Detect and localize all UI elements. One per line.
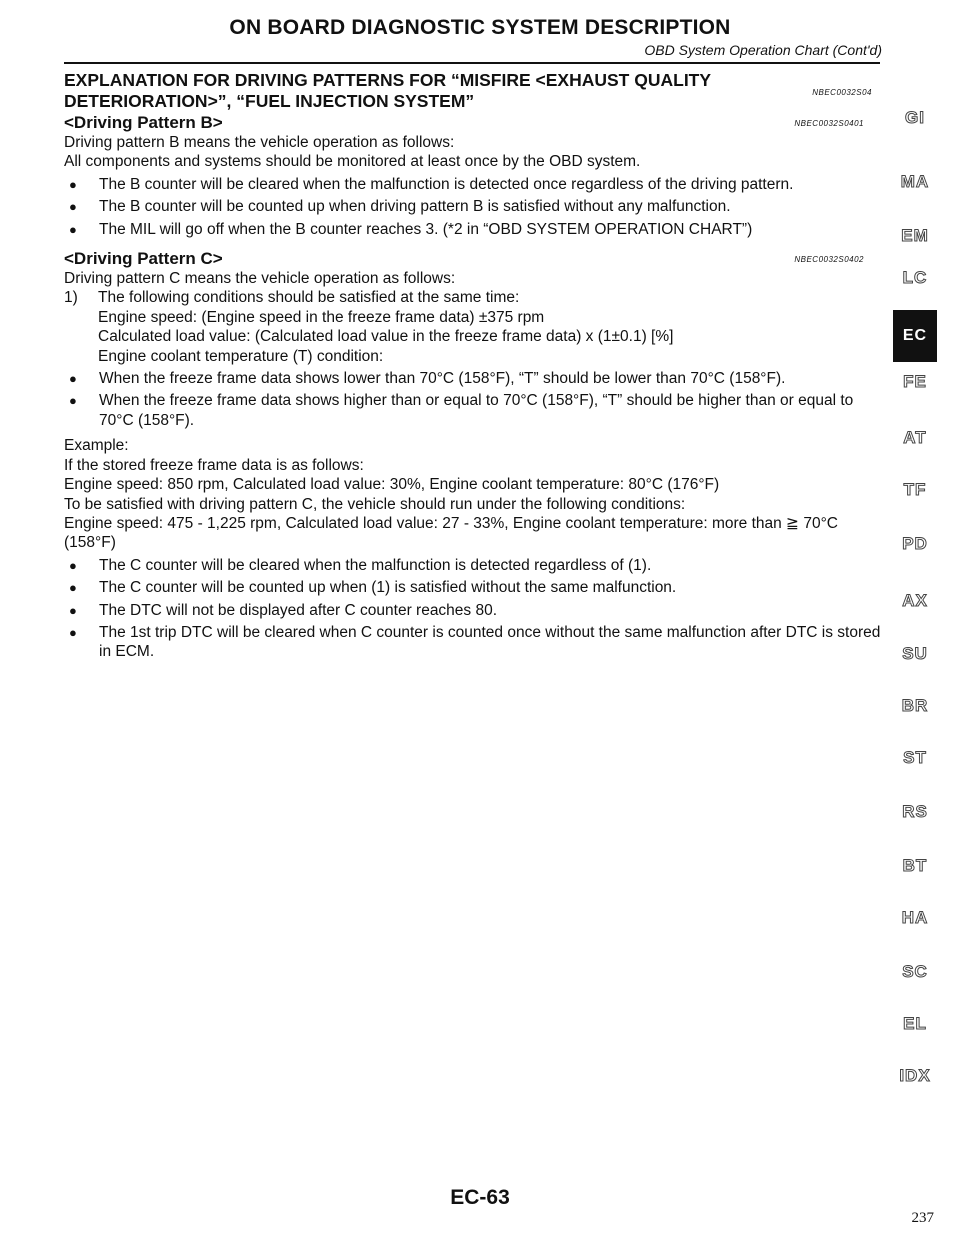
side-tab-ax[interactable]: AX: [902, 591, 928, 610]
list-item: [64, 578, 882, 597]
condition-line: The following conditions should be satisfied at the same time:: [98, 289, 520, 307]
bullet-icon: ●: [69, 602, 77, 618]
list-item: [64, 369, 882, 388]
list-item: [64, 197, 882, 216]
side-tab-bt[interactable]: BT: [902, 856, 928, 875]
list-item: [64, 556, 882, 575]
side-tab-gi[interactable]: GI: [905, 108, 925, 127]
sheet-number: 237: [911, 1210, 934, 1226]
side-tab-el[interactable]: EL: [903, 1014, 927, 1033]
pattern-b-line-2: All components and systems should be monitored at least once by the OBD system.: [64, 153, 641, 171]
list-item-text: When the freeze frame data shows higher than or equal to 70°C (158°F), “T” should be higher than or equal to 70°C (158°F).: [99, 392, 854, 429]
side-tab-ec[interactable]: EC: [893, 310, 937, 362]
section-heading-line-2: DETERIORATION>”, “FUEL INJECTION SYSTEM”: [64, 91, 475, 111]
example-line: Example:: [64, 437, 129, 455]
bullet-icon: ●: [69, 580, 77, 596]
condition-line: Engine coolant temperature (T) condition:: [98, 347, 384, 365]
list-item: [64, 623, 882, 662]
item-number: 1): [64, 289, 78, 307]
example-line: To be satisfied with driving pattern C, the vehicle should run under the following conditions:: [64, 495, 686, 513]
section-heading-row: [64, 88, 882, 112]
side-tab-fe[interactable]: FE: [903, 372, 927, 391]
bullet-icon: ●: [69, 221, 77, 237]
pattern-c-intro: Driving pattern C means the vehicle operation as follows:: [64, 270, 456, 288]
side-tab-idx[interactable]: IDX: [899, 1066, 931, 1085]
pattern-b-heading: <Driving Pattern B>: [64, 113, 223, 132]
numbered-item-body: [98, 288, 882, 366]
document-body: [64, 70, 882, 662]
page-title: ON BOARD DIAGNOSTIC SYSTEM DESCRIPTION: [229, 16, 731, 39]
page-subtitle: OBD System Operation Chart (Cont'd): [644, 42, 882, 58]
side-tab-ha[interactable]: HA: [901, 908, 929, 927]
bullet-icon: ●: [69, 557, 77, 573]
condition-line: Calculated load value: (Calculated load value in the freeze frame data) x (1±0.1) [%]: [98, 328, 674, 346]
list-item-text: The C counter will be cleared when the malfunction is detected regardless of (1).: [99, 556, 652, 574]
bullet-icon: ●: [69, 393, 77, 409]
list-item-text: The B counter will be counted up when driving pattern B is satisfied without any malfunction.: [99, 198, 731, 216]
bullet-icon: ●: [69, 176, 77, 192]
side-tab-tf[interactable]: TF: [903, 480, 927, 499]
bullet-icon: ●: [69, 371, 77, 387]
section-reference-code: NBEC0032S04: [812, 88, 872, 97]
list-item-text: The DTC will not be displayed after C counter reaches 80.: [99, 601, 498, 619]
example-line: If the stored freeze frame data is as follows:: [64, 456, 364, 474]
condition-line: Engine speed: (Engine speed in the freeze frame data) ±375 rpm: [98, 308, 545, 326]
example-line: Engine speed: 475 - 1,225 rpm, Calculated load value: 27 - 33%, Engine coolant temperature: more than ≧ 70°C (158°F): [64, 514, 838, 552]
list-item-text: The 1st trip DTC will be cleared when C counter is counted once without the same malfunction after DTC is stored in ECM.: [99, 623, 881, 661]
side-tab-ma[interactable]: MA: [900, 172, 930, 191]
list-item-text: The C counter will be counted up when (1) is satisfied without the same malfunction.: [99, 579, 677, 597]
numbered-item: [64, 288, 882, 366]
side-tab-su[interactable]: SU: [902, 644, 928, 663]
list-item-text: The B counter will be cleared when the malfunction is detected once regardless of the driving pattern.: [99, 175, 794, 193]
page-number-label: EC-63: [450, 1186, 510, 1209]
pattern-c-heading-row: [64, 248, 882, 269]
list-item-text: The MIL will go off when the B counter reaches 3. (*2 in “OBD SYSTEM OPERATION CHART”): [99, 220, 753, 238]
pattern-c-reference-code: NBEC0032S0402: [794, 255, 864, 265]
side-tab-em[interactable]: EM: [901, 226, 929, 245]
pattern-b-reference-code: NBEC0032S0401: [794, 119, 864, 128]
list-item: [64, 220, 882, 239]
side-tab-lc[interactable]: LC: [902, 268, 928, 287]
bullet-icon: ●: [69, 199, 77, 215]
side-tab-at[interactable]: AT: [903, 428, 927, 447]
pattern-c-heading: <Driving Pattern C>: [64, 249, 223, 269]
list-item: [64, 601, 882, 620]
side-tab-rs[interactable]: RS: [902, 802, 928, 821]
pattern-b-line-1: Driving pattern B means the vehicle operation as follows:: [64, 134, 455, 151]
header-divider: [64, 62, 880, 64]
list-item: [64, 175, 882, 194]
pattern-b-heading-row: [64, 112, 882, 133]
side-tab-pd[interactable]: PD: [902, 534, 928, 553]
side-tab-sc[interactable]: SC: [902, 962, 928, 981]
bullet-icon: ●: [69, 624, 77, 640]
side-tab-st[interactable]: ST: [903, 748, 927, 767]
section-heading-line-1: EXPLANATION FOR DRIVING PATTERNS FOR “MISFIRE <EXHAUST QUALITY: [64, 70, 712, 90]
example-line: Engine speed: 850 rpm, Calculated load value: 30%, Engine coolant temperature: 80°C (176°F): [64, 476, 720, 494]
side-tab-br[interactable]: BR: [901, 696, 929, 715]
list-item: [64, 391, 882, 430]
list-item-text: When the freeze frame data shows lower than 70°C (158°F), “T” should be lower than 70°C (158°F).: [99, 370, 786, 388]
